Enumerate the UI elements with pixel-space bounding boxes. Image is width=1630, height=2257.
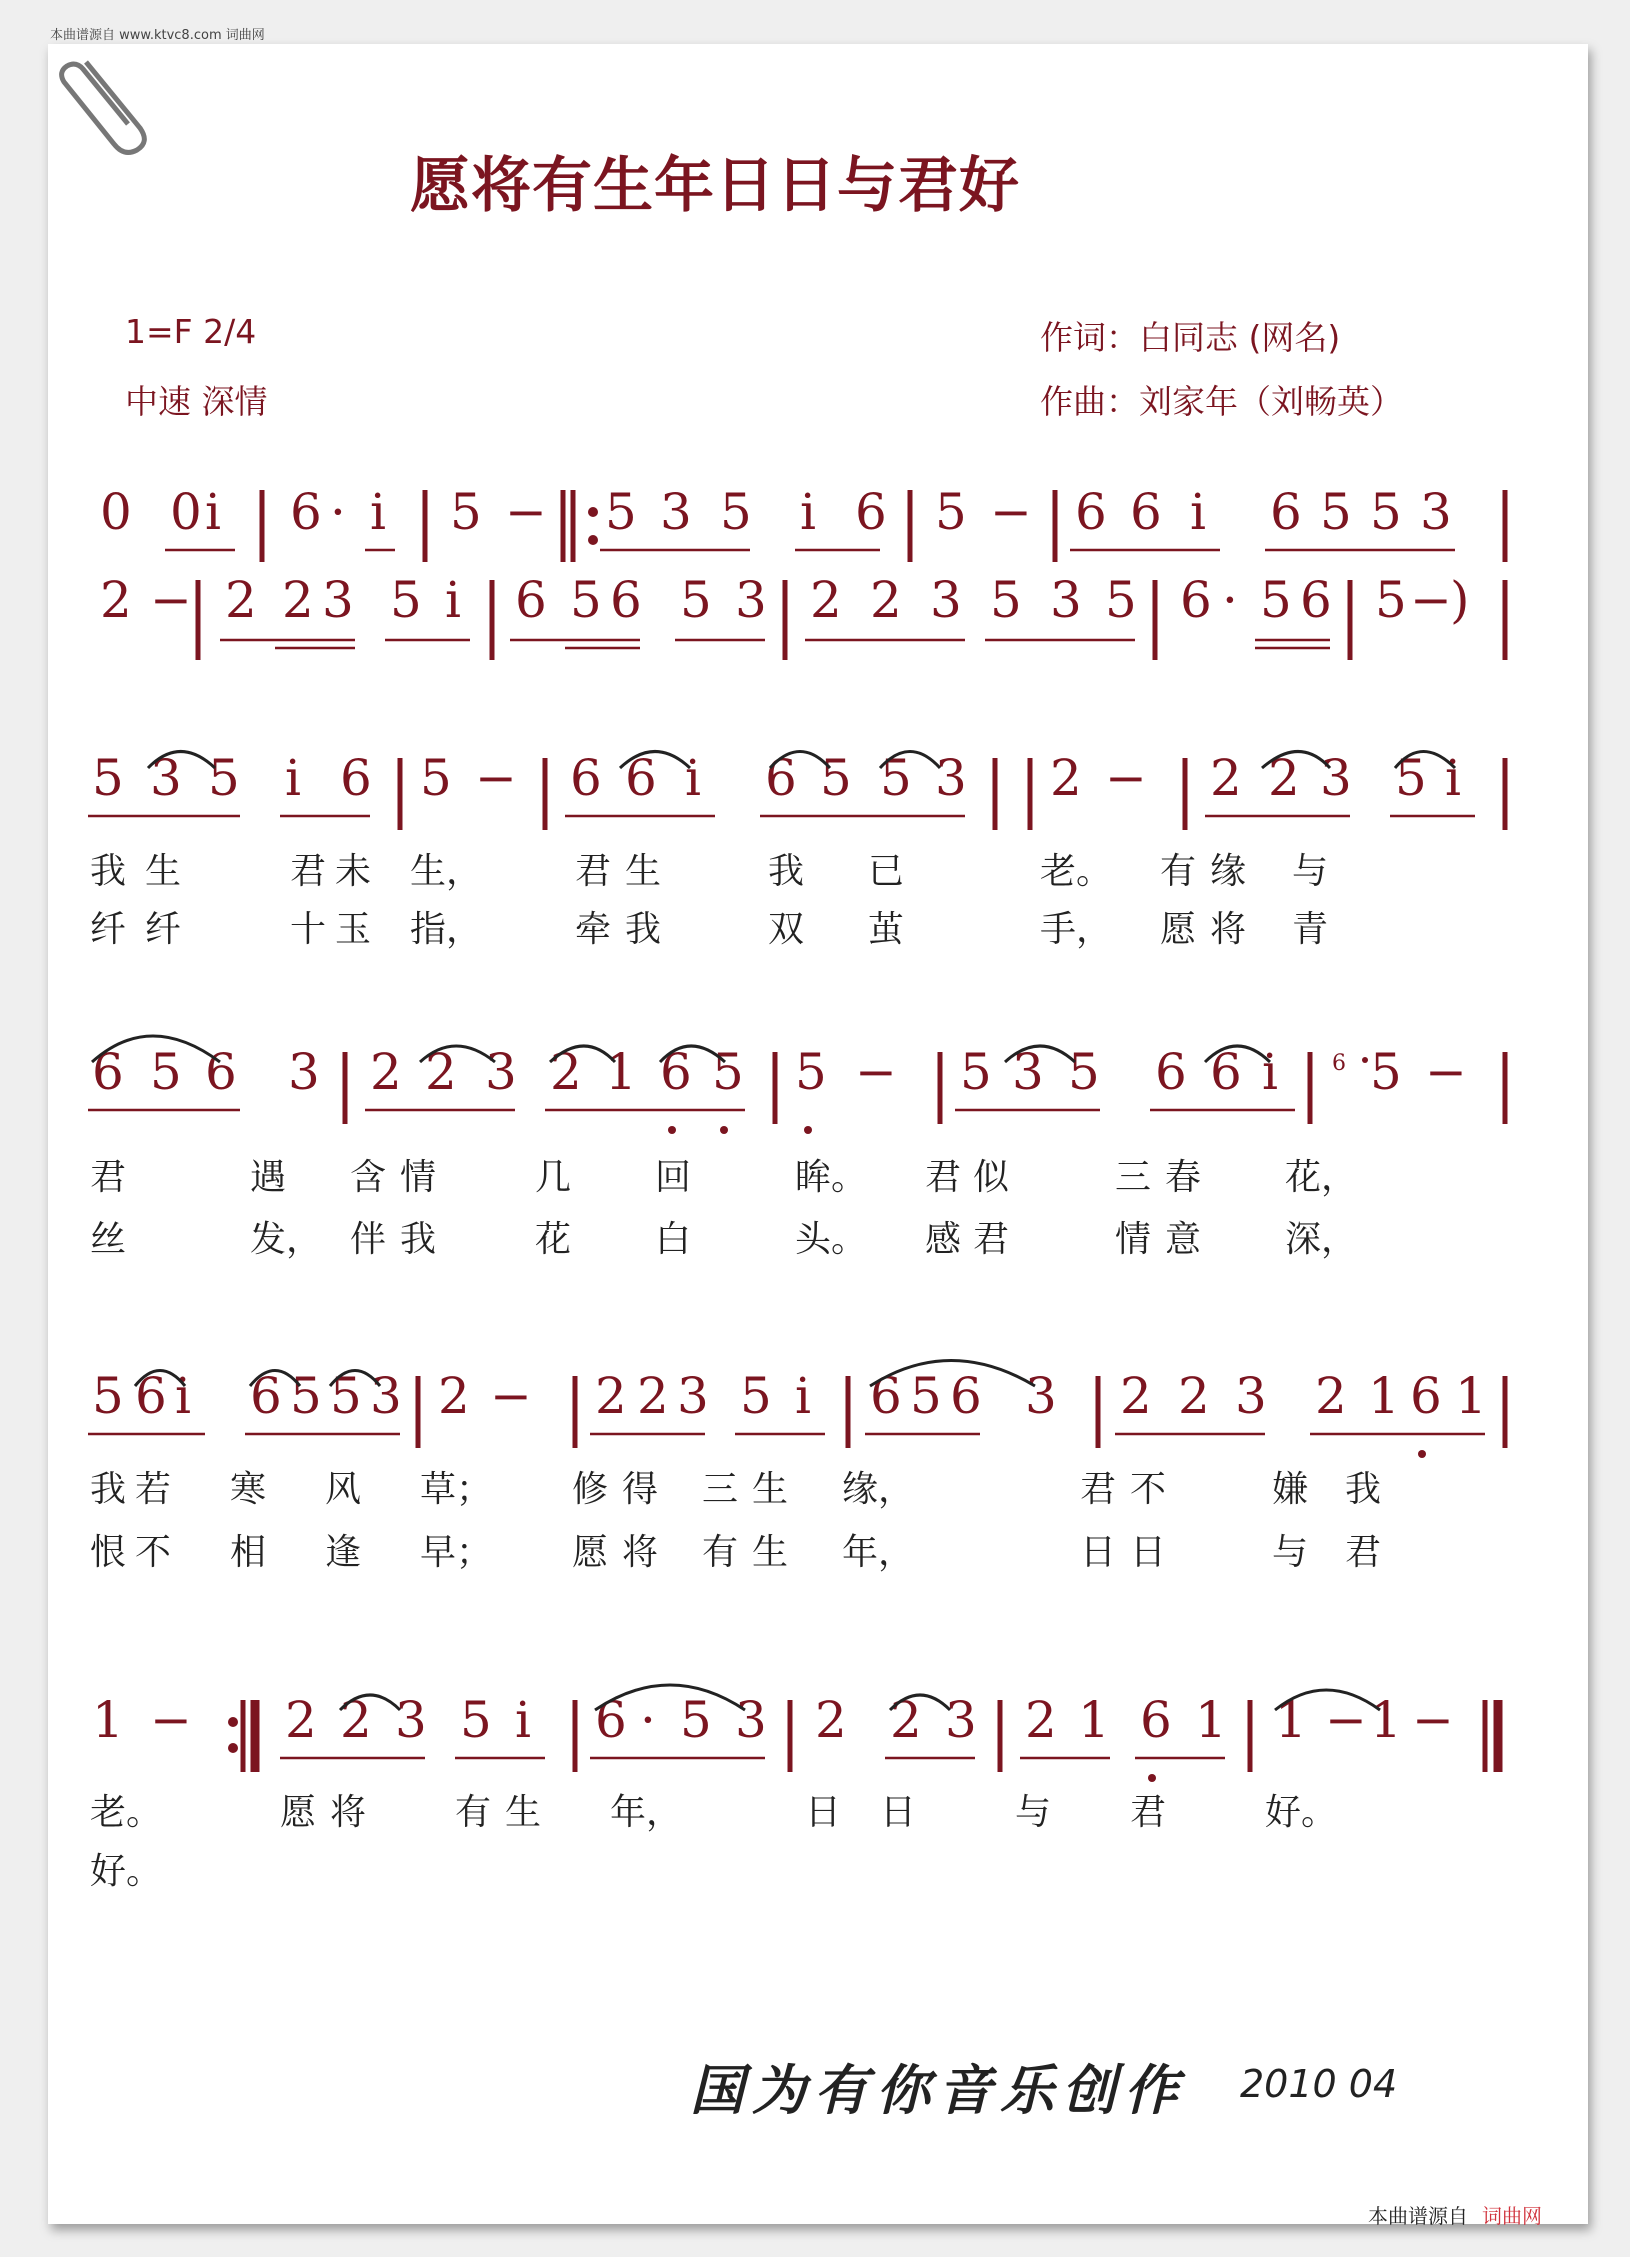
note: 1 — [1078, 1691, 1110, 1749]
lyric-char: 已 — [868, 851, 905, 892]
note: 6 — [1130, 483, 1162, 541]
note: 5 — [960, 1043, 992, 1101]
lyric-char: 十 — [290, 909, 327, 950]
lyric-char: 好。 — [1265, 1792, 1338, 1833]
note: 5 — [990, 571, 1022, 629]
note: ) — [1450, 571, 1470, 629]
lyric-char: 与 — [1272, 1532, 1309, 1573]
note: 3 — [1025, 1367, 1057, 1425]
lyric-char: 头。 — [795, 1219, 868, 1260]
lyric-char: 伴 — [350, 1219, 387, 1260]
lyric-char: 不 — [135, 1532, 172, 1573]
lyric-char: 日 — [1080, 1532, 1117, 1573]
note: 2 — [285, 1691, 317, 1749]
footer — [1368, 2200, 1542, 2229]
note: 3 — [395, 1691, 427, 1749]
lyric-char: 花， — [1285, 1157, 1358, 1198]
note: 1 — [1370, 1691, 1402, 1749]
note: 5 — [420, 749, 452, 807]
lyric-char: 年， — [842, 1532, 915, 1573]
lyric-char: 我 — [400, 1219, 437, 1260]
note: 6 — [610, 571, 642, 629]
lyric-char: 生， — [410, 851, 483, 892]
signature-date: 2010 04 — [1240, 2062, 1398, 2106]
signature: 国为有你音乐创作 — [690, 2058, 1186, 2122]
note: 5 — [290, 1367, 322, 1425]
lyric-char: 相 — [230, 1532, 267, 1573]
note: · — [1222, 571, 1238, 629]
note: 1 — [605, 1043, 637, 1101]
note: 1 — [1195, 1691, 1227, 1749]
note: 5 — [460, 1691, 492, 1749]
composer: 作曲：刘家年（刘畅英） — [1040, 382, 1403, 421]
lyric-char: 我 — [625, 909, 662, 950]
lyric-char: 嫌 — [1272, 1469, 1309, 1510]
lyric-char: 修 — [572, 1469, 609, 1510]
note: i — [1262, 1043, 1278, 1101]
lyric-char: 老。 — [1040, 851, 1113, 892]
note: 6 — [1210, 1043, 1242, 1101]
note: · — [640, 1691, 656, 1749]
note: 2 — [637, 1367, 669, 1425]
note: 5 — [92, 749, 124, 807]
note: 6 — [625, 749, 657, 807]
note: 3 — [288, 1043, 320, 1101]
note: 5 — [92, 1367, 124, 1425]
note: 3 — [322, 571, 354, 629]
tempo-mood: 中速 深情 — [125, 382, 268, 421]
note: i — [1190, 483, 1206, 541]
note: 2 — [1315, 1367, 1347, 1425]
note: 6 — [1155, 1043, 1187, 1101]
note: 3 — [1420, 483, 1452, 541]
note: 5 — [795, 1043, 827, 1101]
lyric-char: 牵 — [575, 909, 612, 950]
lyric-char: 丝 — [90, 1219, 127, 1260]
note: 6 — [290, 483, 322, 541]
note: 3 — [735, 1691, 767, 1749]
note: 5 — [1105, 571, 1137, 629]
lyric-char: 春 — [1165, 1157, 1202, 1198]
lyric-char: 眸。 — [795, 1157, 868, 1198]
lyric-char: 老。 — [90, 1792, 163, 1833]
lyric-char: 寒 — [230, 1469, 267, 1510]
note: 3 — [1050, 571, 1082, 629]
lyric-char: 我 — [1345, 1469, 1382, 1510]
lyric-char: 白 — [655, 1219, 692, 1260]
note: 3 — [1012, 1043, 1044, 1101]
note: 6 — [1075, 483, 1107, 541]
lyric-char: 有 — [455, 1792, 492, 1833]
note: 6 — [1300, 571, 1332, 629]
lyricist: 作词：白同志 (网名) — [1040, 318, 1341, 357]
lyric-char: 双 — [768, 909, 805, 950]
note: 3 — [677, 1367, 709, 1425]
note: 3 — [660, 483, 692, 541]
note: 5 — [605, 483, 637, 541]
lyric-char: 年， — [610, 1792, 683, 1833]
note: · — [330, 483, 346, 541]
note: 6 — [660, 1043, 692, 1101]
lyric-char: 与 — [1015, 1792, 1052, 1833]
note: 2 — [425, 1043, 457, 1101]
note: 5 — [935, 483, 967, 541]
lyric-char: 君 — [575, 851, 612, 892]
lyric-char: 青 — [1292, 909, 1329, 950]
lyric-char: 感 — [925, 1219, 962, 1260]
lyric-char: 意 — [1165, 1219, 1202, 1260]
note: i — [795, 1367, 811, 1425]
note: − — [475, 749, 517, 807]
lyric-char: 逢 — [325, 1532, 362, 1573]
note: i — [685, 749, 701, 807]
note: 1 — [1455, 1367, 1487, 1425]
note: 0 — [100, 483, 132, 541]
note: 3 — [1320, 749, 1352, 807]
note: 6 — [1410, 1367, 1442, 1425]
lyric-char: 生 — [145, 851, 182, 892]
note: 6 — [855, 483, 887, 541]
note: 6 — [135, 1367, 167, 1425]
song-title: 愿将有生年日日与君好 — [410, 151, 1020, 221]
lyric-char: 愿 — [280, 1792, 317, 1833]
note: 6 — [950, 1367, 982, 1425]
note: 5 — [740, 1367, 772, 1425]
lyric-char: 几 — [535, 1157, 572, 1198]
note: 6 — [765, 749, 797, 807]
note: − — [1105, 749, 1147, 807]
note: 6 — [870, 1367, 902, 1425]
lyric-char: 我 — [90, 851, 127, 892]
note: 2 — [890, 1691, 922, 1749]
lyric-char: 生 — [752, 1469, 789, 1510]
lyric-char: 不 — [1130, 1469, 1167, 1510]
note: 5 — [570, 571, 602, 629]
lyric-char: 有 — [1160, 851, 1197, 892]
lyric-char: 生 — [752, 1532, 789, 1573]
lyric-char: 纤 — [90, 909, 127, 950]
lyric-char: 有 — [702, 1532, 739, 1573]
lyric-char: 日 — [1130, 1532, 1167, 1573]
note: 1 — [1275, 1691, 1307, 1749]
lyric-char: 深， — [1285, 1219, 1358, 1260]
note: 2 — [1268, 749, 1300, 807]
lyric-char: 我 — [768, 851, 805, 892]
note: 6 — [205, 1043, 237, 1101]
note: 2 — [225, 571, 257, 629]
lyric-char: 与 — [1292, 851, 1329, 892]
note: 3 — [735, 571, 767, 629]
note: − — [505, 483, 547, 541]
note: 5 — [1370, 1043, 1402, 1101]
note: 6 — [515, 571, 547, 629]
note: 3 — [945, 1691, 977, 1749]
note: 5 — [1375, 571, 1407, 629]
note: 5 — [1370, 483, 1402, 541]
lyric-char: 缘， — [842, 1469, 915, 1510]
lyric-char: 纤 — [145, 909, 182, 950]
note: − — [855, 1043, 897, 1101]
lyric-char: 草； — [420, 1469, 493, 1510]
note: 5 — [680, 571, 712, 629]
note: 5 — [712, 1043, 744, 1101]
note: 5 — [720, 483, 752, 541]
lyric-char: 将 — [1210, 909, 1247, 950]
lyric-char: 好。 — [90, 1851, 163, 1892]
note: 2 — [1050, 749, 1082, 807]
note: 6 — [1140, 1691, 1172, 1749]
lyric-char: 恨 — [90, 1532, 127, 1573]
note: i — [370, 483, 386, 541]
note: 5 — [1260, 571, 1292, 629]
note: 5 — [150, 1043, 182, 1101]
lyric-char: 得 — [622, 1469, 659, 1510]
note: 5 — [450, 483, 482, 541]
note: 3 — [1235, 1367, 1267, 1425]
lyric-char: 将 — [330, 1792, 367, 1833]
lyric-char: 情 — [400, 1157, 437, 1198]
note: 2 — [100, 571, 132, 629]
note: 3 — [150, 749, 182, 807]
lyric-char: 花 — [535, 1219, 572, 1260]
note: 2 — [1178, 1367, 1210, 1425]
note: 2 — [870, 571, 902, 629]
note: i — [515, 1691, 531, 1749]
lyric-char: 君 — [90, 1157, 127, 1198]
note: i — [205, 483, 221, 541]
note: 2 — [340, 1691, 372, 1749]
lyric-char: 发， — [250, 1219, 323, 1260]
lyric-char: 君 — [925, 1157, 962, 1198]
lyric-char: 含 — [350, 1157, 387, 1198]
note: i — [285, 749, 301, 807]
lyric-char: 回 — [655, 1157, 692, 1198]
note: 1 — [92, 1691, 124, 1749]
note: 5 — [910, 1367, 942, 1425]
lyric-char: 情 — [1115, 1219, 1152, 1260]
source-line: 本曲谱源自 www.ktvc8.com 词曲网 — [50, 28, 265, 43]
lyric-char: 愿 — [572, 1532, 609, 1573]
note: 2 — [810, 571, 842, 629]
note: 3 — [930, 571, 962, 629]
lyric-char: 我 — [90, 1469, 127, 1510]
note: 5 — [390, 571, 422, 629]
note: 2 — [438, 1367, 470, 1425]
lyric-char: 手， — [1040, 909, 1113, 950]
lyric-char: 似 — [973, 1157, 1010, 1198]
note: − — [1410, 571, 1452, 629]
note: 2 — [815, 1691, 847, 1749]
note: 5 — [1068, 1043, 1100, 1101]
lyric-char: 风 — [325, 1469, 362, 1510]
note: − — [150, 571, 192, 629]
note: 5 — [820, 749, 852, 807]
lyric-char: 君 — [290, 851, 327, 892]
lyric-char: 生 — [505, 1792, 542, 1833]
lyric-char: 缘 — [1210, 851, 1247, 892]
lyric-char: 君 — [1130, 1792, 1167, 1833]
note: 5 — [1320, 483, 1352, 541]
note: 2 — [282, 571, 314, 629]
note: 0 — [170, 483, 202, 541]
footer-brand-link[interactable]: 词曲网 — [1482, 2204, 1542, 2228]
lyric-char: 三 — [702, 1469, 739, 1510]
lyric-char: 君 — [1345, 1532, 1382, 1573]
lyric-char: 三 — [1115, 1157, 1152, 1198]
note: 3 — [935, 749, 967, 807]
note: 5 — [880, 749, 912, 807]
lyric-char: 若 — [135, 1469, 172, 1510]
lyric-char: 君 — [973, 1219, 1010, 1260]
lyric-char: 早； — [420, 1532, 493, 1573]
footer-source: 本曲谱源自 — [1368, 2204, 1468, 2228]
lyric-char: 未 — [335, 851, 372, 892]
note: 6 — [1270, 483, 1302, 541]
note: 5 — [330, 1367, 362, 1425]
lyric-char: 日 — [880, 1792, 917, 1833]
note: − — [150, 1691, 192, 1749]
note: 1 — [1368, 1367, 1400, 1425]
note: − — [1425, 1043, 1467, 1101]
note: 6 — [340, 749, 372, 807]
note: − — [1412, 1691, 1454, 1749]
note: 2 — [1025, 1691, 1057, 1749]
lyric-char: 遇 — [250, 1157, 287, 1198]
note: 6 — [250, 1367, 282, 1425]
note: − — [1325, 1691, 1367, 1749]
note: 2 — [550, 1043, 582, 1101]
note: 3 — [485, 1043, 517, 1101]
note: − — [490, 1367, 532, 1425]
key-time-signature: 1=F 2/4 — [125, 312, 257, 351]
note: 5 — [680, 1691, 712, 1749]
lyric-char: 日 — [805, 1792, 842, 1833]
lyric-char: 愿 — [1160, 909, 1197, 950]
note: 6 — [595, 1691, 627, 1749]
note: i — [1445, 749, 1461, 807]
note: 2 — [1120, 1367, 1152, 1425]
lyric-char: 君 — [1080, 1469, 1117, 1510]
note: 5 — [208, 749, 240, 807]
note: 2 — [370, 1043, 402, 1101]
note: 6 — [570, 749, 602, 807]
note: i — [445, 571, 461, 629]
note: i — [175, 1367, 191, 1425]
note: 5 — [1395, 749, 1427, 807]
lyric-char: 玉 — [335, 909, 372, 950]
lyric-char: 生 — [625, 851, 662, 892]
lyric-char: 指， — [410, 909, 483, 950]
note: 2 — [1210, 749, 1242, 807]
note: 3 — [370, 1367, 402, 1425]
lyric-char: 茧 — [868, 909, 905, 950]
note: − — [990, 483, 1032, 541]
svg-text:6: 6 — [1332, 1051, 1346, 1076]
lyric-char: 将 — [622, 1532, 659, 1573]
note: i — [800, 483, 816, 541]
note: 6 — [1180, 571, 1212, 629]
note: 6 — [92, 1043, 124, 1101]
note: 2 — [595, 1367, 627, 1425]
